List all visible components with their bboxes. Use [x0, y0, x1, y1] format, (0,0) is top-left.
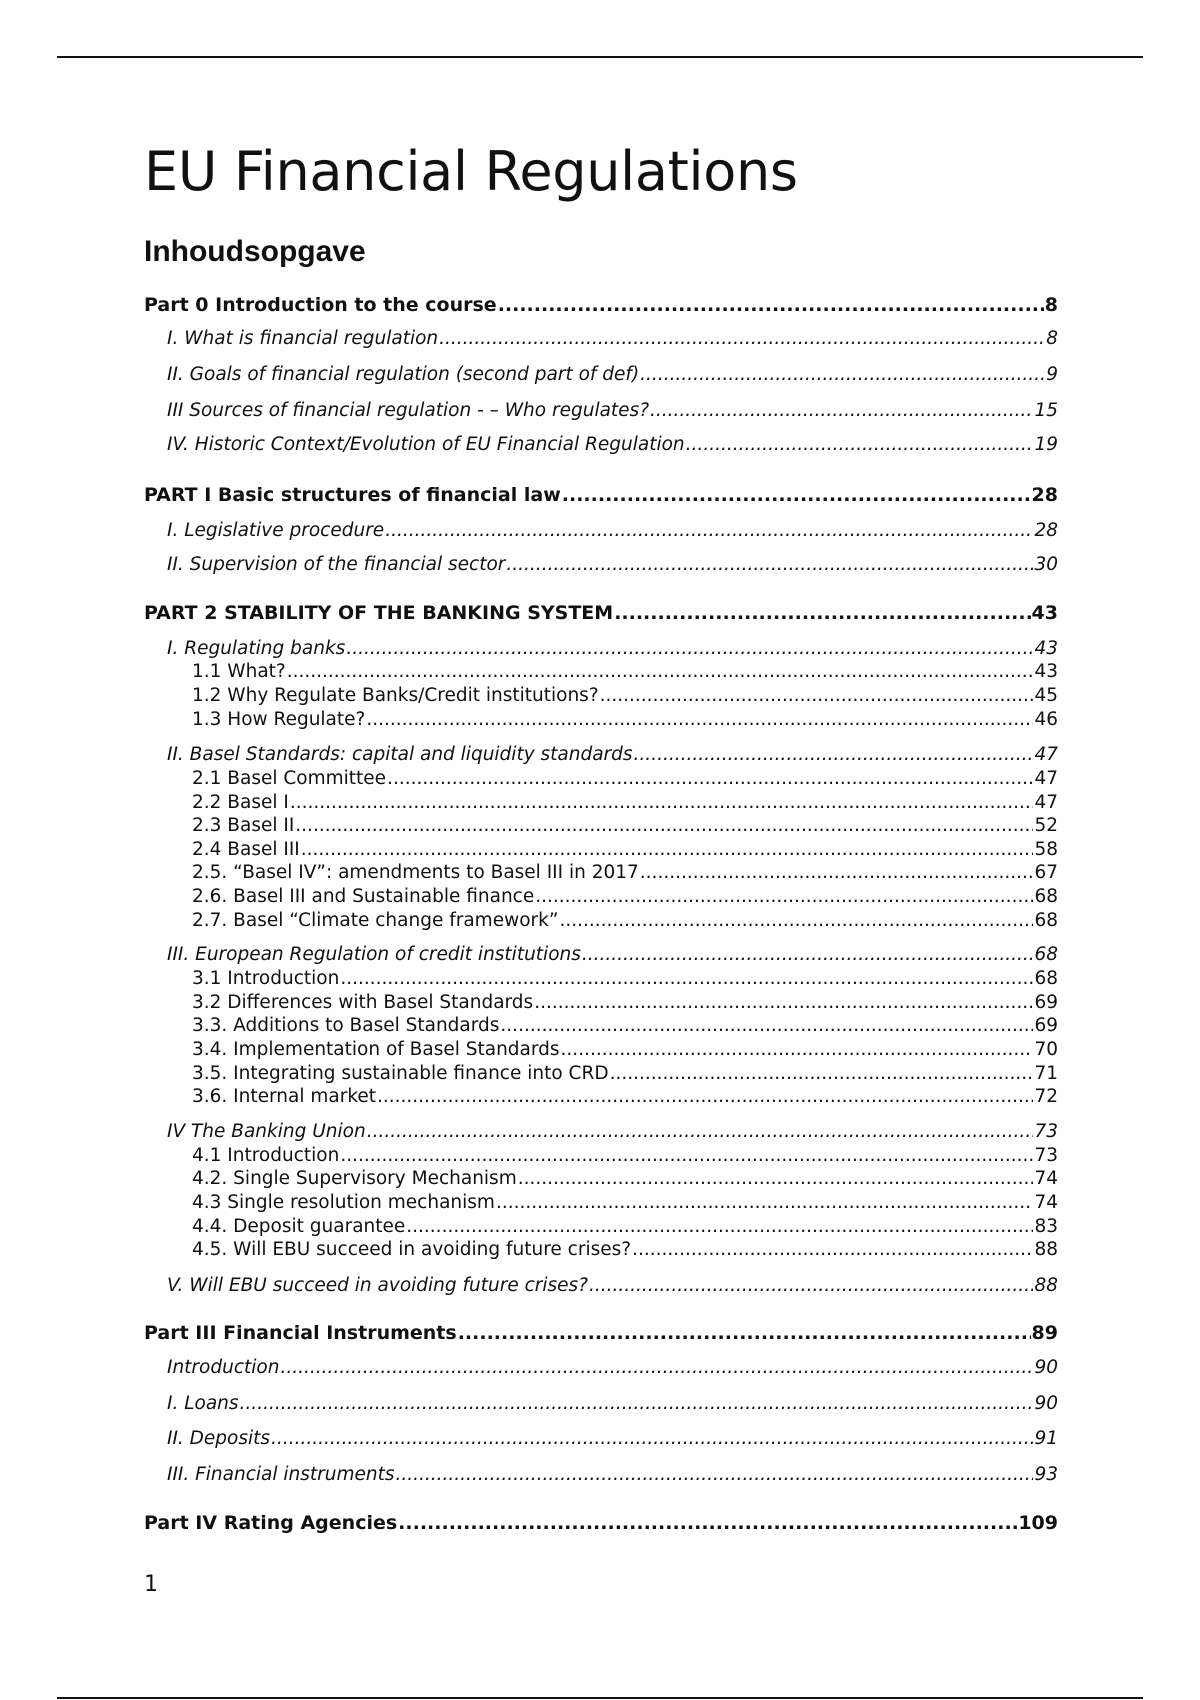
toc-entry[interactable] [167, 328, 1058, 349]
toc-entry[interactable] [167, 744, 1058, 765]
toc-entry-title: 2.5. “Basel IV”: amendments to Basel III in 2017 [192, 862, 639, 883]
toc-entry[interactable] [167, 434, 1058, 455]
toc-entry[interactable] [192, 1168, 1058, 1189]
toc-entry-title: III Sources of financial regulation - – Who regulates? [167, 400, 650, 421]
dot-leader [634, 744, 1034, 765]
dot-leader [340, 968, 1033, 989]
dot-leader [506, 554, 1033, 575]
toc-entry[interactable] [144, 602, 1058, 624]
toc-entry-page: 90 [1034, 1357, 1058, 1378]
toc-entry-page: 68 [1034, 910, 1058, 931]
toc-entry[interactable] [144, 294, 1058, 316]
toc-entry-title: 4.4. Deposit guarantee [192, 1216, 406, 1237]
toc-entry-title: Part 0 Introduction to the course [144, 294, 497, 316]
dot-leader [496, 1192, 1034, 1213]
toc-entry-title: 1.1 What? [192, 661, 286, 682]
toc-entry-page: 45 [1034, 685, 1058, 706]
dot-leader [614, 602, 1030, 624]
toc-entry[interactable] [192, 839, 1058, 860]
toc-entry-page: 47 [1034, 768, 1058, 789]
toc-entry-title: 4.2. Single Supervisory Mechanism [192, 1168, 517, 1189]
toc-entry-title: I. Legislative procedure [167, 520, 385, 541]
toc-entry-title: II. Basel Standards: capital and liquidity standards [167, 744, 633, 765]
toc-entry-title: II. Goals of financial regulation (second part of def) [167, 364, 640, 385]
toc-entry[interactable] [167, 400, 1058, 421]
toc-entry-title: PART 2 STABILITY OF THE BANKING SYSTEM [144, 602, 614, 624]
dot-leader [439, 328, 1045, 349]
dot-leader [562, 484, 1031, 506]
toc-entry-page: 8 [1046, 328, 1058, 349]
toc-entry-page: 69 [1034, 992, 1058, 1013]
document-title: EU Financial Regulations [144, 140, 798, 203]
toc-entry[interactable] [192, 661, 1058, 682]
toc-entry-page: 88 [1034, 1239, 1058, 1260]
toc-entry[interactable] [192, 1239, 1058, 1260]
dot-leader [387, 768, 1033, 789]
toc-entry-title: IV. Historic Context/Evolution of EU Financial Regulation [167, 434, 685, 455]
toc-entry[interactable] [167, 1464, 1058, 1485]
toc-entry-page: 89 [1031, 1322, 1058, 1344]
toc-entry-title: 2.2 Basel I [192, 792, 289, 813]
dot-leader [498, 294, 1044, 316]
dot-leader [366, 709, 1033, 730]
toc-entry-page: 8 [1044, 294, 1058, 316]
toc-entry-title: Part IV Rating Agencies [144, 1512, 398, 1534]
toc-entry-page: 72 [1034, 1086, 1058, 1107]
toc-entry[interactable] [192, 1015, 1058, 1036]
toc-entry-title: 3.3. Additions to Basel Standards [192, 1015, 500, 1036]
toc-heading: Inhoudsopgave [144, 235, 366, 268]
toc-entry-title: 1.3 How Regulate? [192, 709, 366, 730]
dot-leader [290, 792, 1034, 813]
toc-entry-page: 69 [1034, 1015, 1058, 1036]
toc-entry-page: 52 [1034, 815, 1058, 836]
toc-entry[interactable] [192, 1039, 1058, 1060]
toc-entry-title: 3.1 Introduction [192, 968, 340, 989]
toc-entry-page: 43 [1034, 661, 1058, 682]
toc-entry-title: III. Financial instruments [167, 1464, 395, 1485]
toc-entry[interactable] [192, 1216, 1058, 1237]
dot-leader [632, 1239, 1033, 1260]
dot-leader [377, 1086, 1033, 1107]
toc-entry[interactable] [144, 484, 1058, 506]
toc-entry[interactable] [144, 1512, 1058, 1534]
toc-entry-page: 73 [1034, 1121, 1058, 1142]
dot-leader [518, 1168, 1034, 1189]
toc-entry-title: I. Regulating banks [167, 638, 346, 659]
toc-entry-page: 30 [1034, 554, 1058, 575]
toc-entry-page: 74 [1034, 1168, 1058, 1189]
toc-entry[interactable] [192, 1145, 1058, 1166]
toc-entry-title: V. Will EBU succeed in avoiding future crises? [167, 1275, 588, 1296]
dot-leader [398, 1512, 1017, 1534]
toc-entry-page: 109 [1018, 1512, 1058, 1534]
toc-entry[interactable] [167, 364, 1058, 385]
toc-entry-title: 2.4 Basel III [192, 839, 300, 860]
toc-entry-page: 47 [1034, 744, 1058, 765]
toc-entry-title: 3.2 Differences with Basel Standards [192, 992, 534, 1013]
toc-entry-title: I. What is financial regulation [167, 328, 439, 349]
dot-leader [301, 839, 1034, 860]
toc-entry-page: 9 [1046, 364, 1058, 385]
toc-entry[interactable] [167, 638, 1058, 659]
toc-entry-title: Introduction [167, 1357, 280, 1378]
toc-entry[interactable] [167, 1393, 1058, 1414]
toc-entry-title: II. Deposits [167, 1428, 271, 1449]
toc-entry[interactable] [192, 862, 1058, 883]
toc-entry-page: 43 [1031, 602, 1058, 624]
dot-leader [561, 1039, 1034, 1060]
toc-entry-title: 3.4. Implementation of Basel Standards [192, 1039, 560, 1060]
toc-entry[interactable] [167, 554, 1058, 575]
dot-leader [559, 910, 1033, 931]
toc-entry[interactable] [192, 886, 1058, 907]
dot-leader [640, 364, 1045, 385]
page-number: 1 [144, 1572, 158, 1597]
toc-entry-page: 68 [1034, 968, 1058, 989]
toc-entry-page: 15 [1034, 400, 1058, 421]
toc-entry-page: 68 [1034, 886, 1058, 907]
toc-entry-title: 2.6. Basel III and Sustainable finance [192, 886, 535, 907]
toc-entry-title: 2.3 Basel II [192, 815, 295, 836]
toc-entry-page: 74 [1034, 1192, 1058, 1213]
toc-entry[interactable] [144, 1322, 1058, 1344]
dot-leader [600, 685, 1034, 706]
dot-leader [367, 1121, 1034, 1142]
toc-entry[interactable] [167, 1275, 1058, 1296]
toc-entry-title: 4.1 Introduction [192, 1145, 340, 1166]
toc-entry[interactable] [192, 1192, 1058, 1213]
toc-entry-title: PART I Basic structures of financial law [144, 484, 561, 506]
toc-entry[interactable] [167, 944, 1058, 965]
dot-leader [589, 1275, 1033, 1296]
toc-entry[interactable] [192, 709, 1058, 730]
toc-entry-page: 88 [1034, 1275, 1058, 1296]
footer-rule [57, 1697, 1143, 1699]
toc-entry-title: Part III Financial Instruments [144, 1322, 457, 1344]
dot-leader [458, 1322, 1031, 1344]
toc-entry-page: 73 [1034, 1145, 1058, 1166]
toc-entry-page: 93 [1034, 1464, 1058, 1485]
toc-entry-page: 83 [1034, 1216, 1058, 1237]
toc-entry-title: 2.1 Basel Committee [192, 768, 387, 789]
toc-entry[interactable] [167, 1121, 1058, 1142]
toc-entry-title: 4.5. Will EBU succeed in avoiding future crises? [192, 1239, 632, 1260]
toc-entry-title: 4.3 Single resolution mechanism [192, 1192, 495, 1213]
toc-entry-page: 71 [1034, 1063, 1058, 1084]
toc-entry[interactable] [167, 1357, 1058, 1378]
dot-leader [385, 520, 1033, 541]
dot-leader [395, 1464, 1033, 1485]
toc-entry-page: 19 [1034, 434, 1058, 455]
toc-entry-page: 43 [1034, 638, 1058, 659]
toc-entry-title: 3.5. Integrating sustainable finance into CRD [192, 1063, 609, 1084]
toc-entry-page: 46 [1034, 709, 1058, 730]
dot-leader [340, 1145, 1033, 1166]
toc-entry-page: 91 [1034, 1428, 1058, 1449]
toc-entry[interactable] [167, 520, 1058, 541]
dot-leader [500, 1015, 1033, 1036]
toc-entry[interactable] [192, 968, 1058, 989]
toc-entry[interactable] [192, 768, 1058, 789]
dot-leader [535, 886, 1033, 907]
dot-leader [271, 1428, 1033, 1449]
toc-entry[interactable] [192, 1063, 1058, 1084]
toc-entry[interactable] [192, 992, 1058, 1013]
dot-leader [640, 862, 1034, 883]
toc-entry[interactable] [167, 1428, 1058, 1449]
dot-leader [650, 400, 1033, 421]
dot-leader [534, 992, 1033, 1013]
toc-entry-title: I. Loans [167, 1393, 239, 1414]
toc-entry-page: 58 [1034, 839, 1058, 860]
toc-entry-page: 67 [1034, 862, 1058, 883]
dot-leader [287, 661, 1034, 682]
dot-leader [582, 944, 1034, 965]
toc-entry-page: 68 [1034, 944, 1058, 965]
toc-entry[interactable] [192, 792, 1058, 813]
toc-entry-page: 47 [1034, 792, 1058, 813]
toc-entry[interactable] [192, 1086, 1058, 1107]
toc-entry-page: 28 [1034, 520, 1058, 541]
toc-entry-page: 28 [1031, 484, 1058, 506]
dot-leader [610, 1063, 1034, 1084]
toc-entry-title: 1.2 Why Regulate Banks/Credit institutions? [192, 685, 599, 706]
dot-leader [280, 1357, 1033, 1378]
dot-leader [346, 638, 1033, 659]
toc-entry-title: II. Supervision of the financial sector [167, 554, 506, 575]
dot-leader [686, 434, 1034, 455]
dot-leader [406, 1216, 1033, 1237]
dot-leader [295, 815, 1033, 836]
toc-entry-title: III. European Regulation of credit institutions [167, 944, 581, 965]
toc-entry-page: 90 [1034, 1393, 1058, 1414]
toc-entry[interactable] [192, 910, 1058, 931]
toc-entry-title: 2.7. Basel “Climate change framework” [192, 910, 559, 931]
toc-entry[interactable] [192, 815, 1058, 836]
toc-entry[interactable] [192, 685, 1058, 706]
header-rule [57, 56, 1143, 58]
toc-entry-page: 70 [1034, 1039, 1058, 1060]
toc-entry-title: 3.6. Internal market [192, 1086, 377, 1107]
toc-entry-title: IV The Banking Union [167, 1121, 366, 1142]
dot-leader [240, 1393, 1034, 1414]
